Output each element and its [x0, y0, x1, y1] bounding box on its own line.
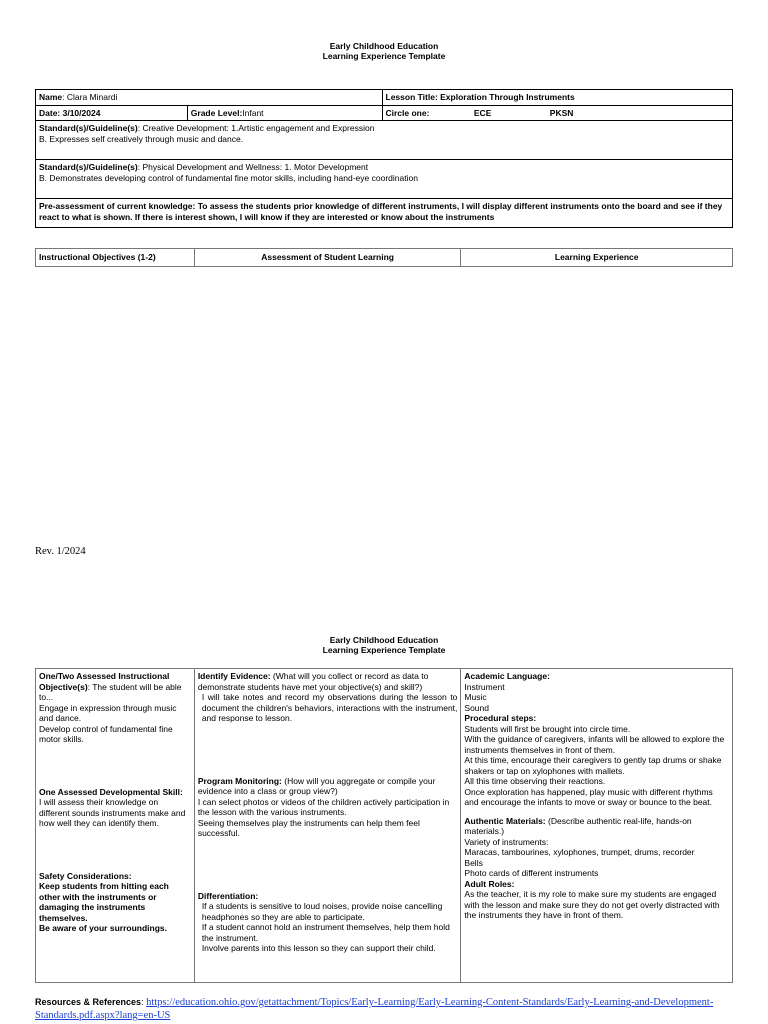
name-cell [36, 90, 383, 106]
dev-skill-title: One Assessed Developmental Skill: [39, 786, 183, 797]
academic-language-item: Music [464, 692, 487, 702]
materials-item: Bells [464, 857, 483, 868]
procedural-step: All this time observing their reactions. [464, 776, 606, 786]
std2-label: Standard(s)/Guideline(s) [39, 162, 138, 172]
grade-cell [187, 105, 382, 121]
differentiation-item-3: Involve parents into this lesson so they can support their child. [201, 943, 436, 953]
materials-item: Variety of instruments: [464, 836, 549, 847]
differentiation-item-2: If a student cannot hold an instrument themselves, help them hold the instrument. [201, 922, 450, 943]
page2-header [0, 635, 768, 655]
materials-item: Photo cards of different instruments [464, 868, 599, 878]
circle-option-ece[interactable]: ECE [460, 105, 550, 121]
preassessment: Pre-assessment of current knowledge: To assess the students prior knowledge of different instruments, I will display different instruments onto the board and see if they react to what is shown. If there is interest shown, I will know if they are interested or know about the instruments [36, 199, 733, 228]
std2-line2: B. Demonstrates developing control of fundamental fine motor skills, including hand-eye coordination [39, 172, 418, 183]
objectives-column [36, 669, 195, 983]
resources-link[interactable]: https://education.ohio.gov/getattachment/Topics/Early-Learning/Early-Learning-Content-Standards/Early-Learning-and-Development-Standards.pdf.aspx?lang=en-US [35, 997, 714, 1021]
col-header-objectives: Instructional Objectives (1-2) [36, 249, 195, 267]
grade-value: Infant [242, 107, 264, 118]
objective-item-2: Develop control of fundamental fine motor skills. [39, 723, 173, 744]
procedural-step: With the guidance of caregivers, infants will be allowed to explore the instruments themselves in front of them. [464, 734, 725, 755]
resources-separator: : [141, 997, 147, 1007]
resources-label: Resources & References [35, 997, 142, 1007]
procedural-step: Once exploration has happened, play music with different rhythms and encourage the infants to move or sway or bounce to the beat. [464, 786, 713, 807]
name-label: Name [39, 92, 63, 102]
adult-roles-text: As the teacher, it is my role to make sure my students are engaged with the lesson and make sure they do not get overly distracted with the instruments they have in front of them. [464, 889, 720, 920]
standard-1 [36, 121, 733, 160]
monitor-text-2: Seeing themselves play the instruments can help them feel successful. [197, 817, 420, 838]
academic-language-item: Instrument [464, 681, 505, 692]
standard-2 [36, 160, 733, 199]
col-header-assessment: Assessment of Student Learning [194, 249, 461, 267]
procedural-step: At this time, encourage their caregivers to gently tap drums or shake shakers or tap on xylophones with mallets. [464, 755, 722, 776]
objective-item-1: Engage in expression through music and dance. [39, 702, 177, 723]
evidence-text: I will take notes and record my observations during the lesson to document the children's behaviors, interactions with the instrument, and response to lesson. [201, 692, 458, 723]
name-value: : Clara Minardi [62, 92, 118, 102]
materials-title: Authentic Materials: [464, 815, 546, 826]
page1-header [0, 41, 768, 61]
std1-line1: : Creative Development: 1.Artistic engagement and Expression [137, 123, 375, 133]
date-cell: Date: 3/10/2024 [36, 105, 188, 121]
std1-line2: B. Expresses self creatively through music and dance. [39, 133, 244, 144]
page1-header-line1: Early Childhood Education [329, 41, 439, 51]
dev-skill-text: I will assess their knowledge on different sounds instruments make and how well they can identify them. [39, 797, 186, 828]
differentiation-title: Differentiation: [197, 890, 259, 901]
std1-label: Standard(s)/Guideline(s) [39, 123, 138, 133]
info-table [35, 89, 733, 228]
differentiation-item-1: If a students is sensitive to loud noises, provide noise cancelling headphones so they are able to participate. [201, 901, 443, 922]
std2-line1: : Physical Development and Wellness: 1. Motor Development [137, 162, 369, 172]
objective-title: One/Two Assessed Instructional Objective(s) [39, 671, 170, 692]
page2-header-line2: Learning Experience Template [322, 645, 446, 655]
safety-text: Keep students from hitting each other with the instruments or damaging the instruments themselves. [39, 881, 169, 923]
objective-intro: : The student will be able to... [39, 681, 182, 702]
procedural-steps-title: Procedural steps: [464, 713, 537, 723]
academic-language-item: Sound [464, 702, 489, 713]
adult-roles-title: Adult Roles: [464, 878, 515, 889]
procedural-step: Students will first be brought into circle time. [464, 723, 631, 734]
academic-language-title: Academic Language: [464, 671, 550, 681]
monitor-title: Program Monitoring: [197, 775, 282, 786]
assessment-column [194, 669, 461, 983]
circle-label: Circle one: [382, 105, 460, 121]
evidence-prompt: (What will you collect or record as data to demonstrate students have met your objective(s) and skill?) [197, 671, 429, 692]
safety-text-2: Be aware of your surroundings. [39, 923, 167, 933]
col-header-learning-experience: Learning Experience [461, 249, 733, 267]
circle-option-pksn[interactable]: PKSN [550, 105, 733, 121]
columns-header-table [35, 248, 733, 267]
monitor-prompt: (How will you aggregate or compile your evidence into a class or group view?) [197, 775, 436, 796]
page2-header-line1: Early Childhood Education [329, 635, 439, 645]
plan-table [35, 668, 733, 983]
revision-note: Rev. 1/2024 [35, 546, 86, 557]
materials-prompt: (Describe authentic real-life, hands-on materials.) [464, 815, 692, 836]
monitor-text-1: I can select photos or videos of the children actively participation in the lesson with the various instruments. [197, 796, 450, 817]
page1-header-line2: Learning Experience Template [322, 51, 446, 61]
learning-experience-column [461, 669, 733, 983]
lesson-title: Lesson Title: Exploration Through Instruments [382, 90, 733, 106]
resources [35, 996, 735, 1022]
materials-item: Maracas, tambourines, xylophones, trumpet, drums, recorder [464, 847, 695, 857]
evidence-title: Identify Evidence: [197, 671, 271, 681]
safety-title: Safety Considerations: [39, 870, 132, 881]
grade-label: Grade Level: [190, 107, 243, 118]
